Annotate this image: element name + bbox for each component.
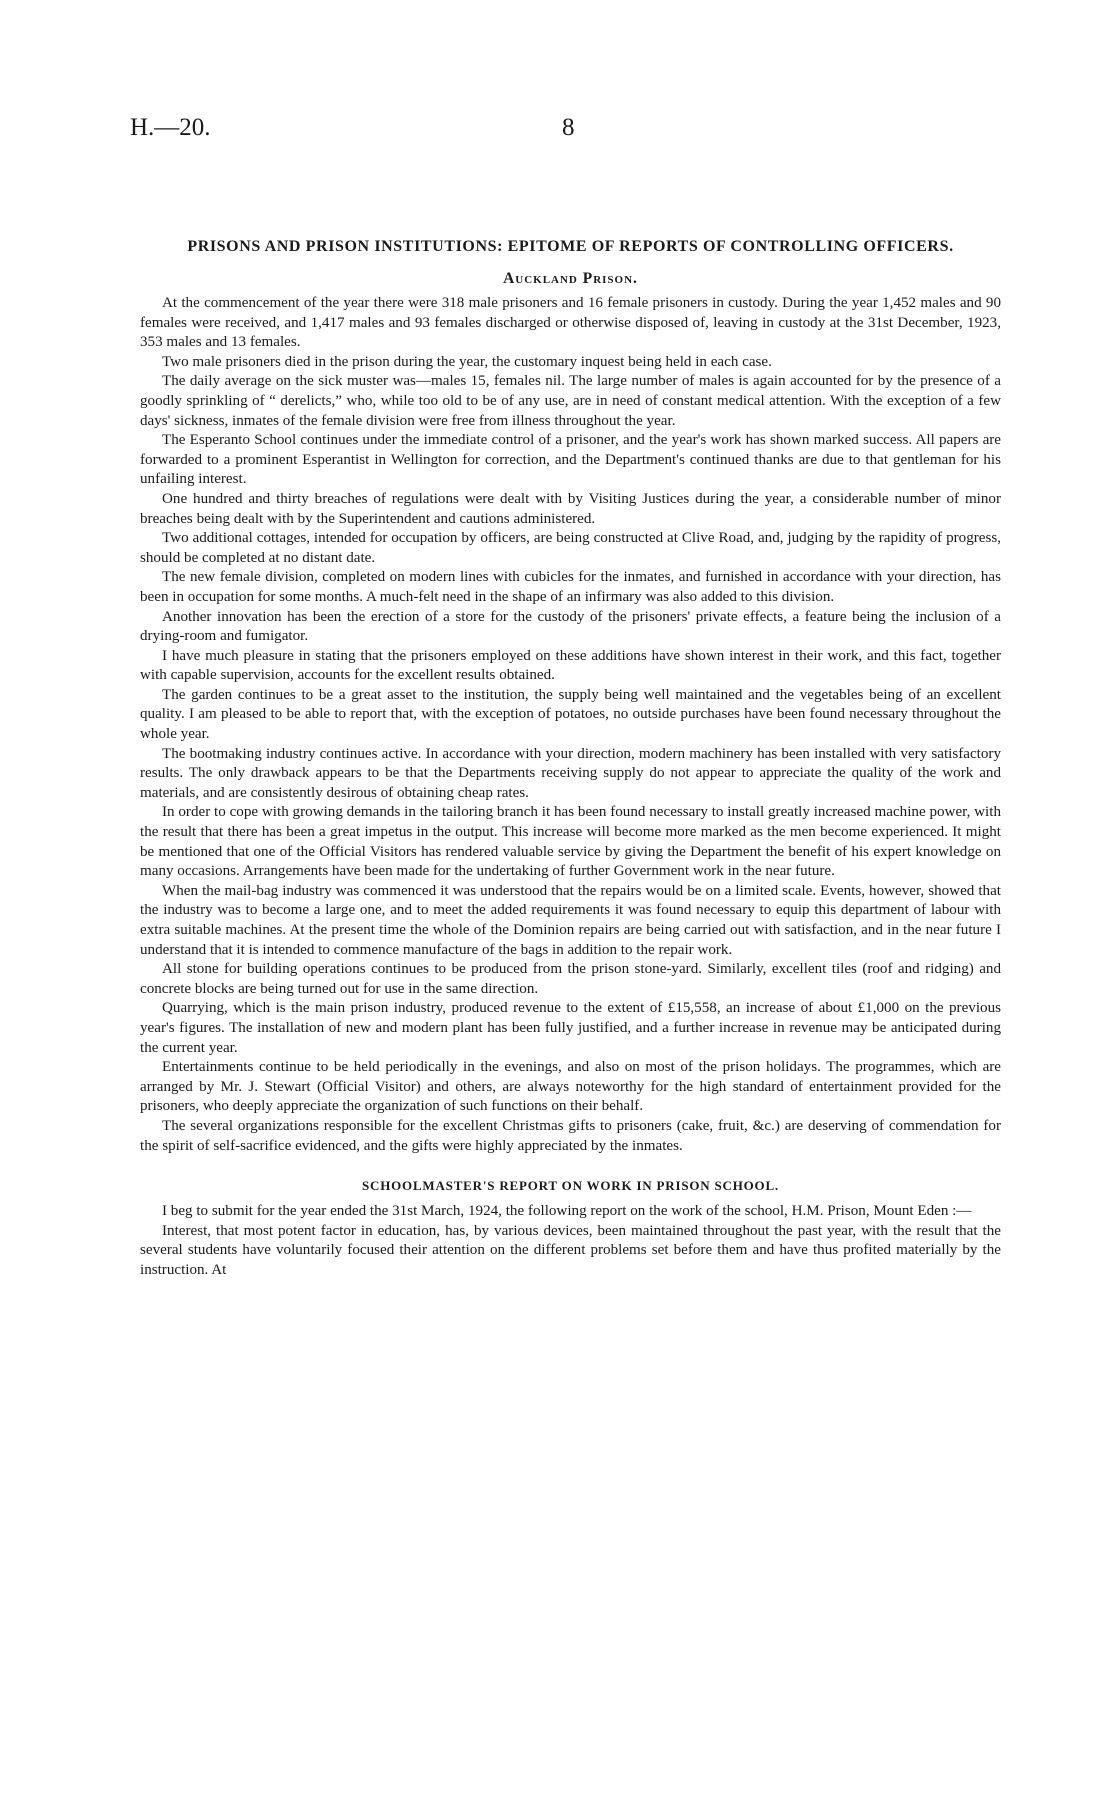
- paragraph: The Esperanto School continues under the immediate control of a prisoner, and the year's work has shown marked success. All papers are forwarded to a prominent Esperantist in Wellington for correction, and the Department's continued thanks are due to that gentleman for his unfailing interest.: [140, 432, 1001, 488]
- paragraph: The bootmaking industry continues active. In accordance with your direction, modern machinery has been installed with very satisfactory results. The only drawback appears to be that the Departments receiving supply do not appear to appreciate the quality of the work and materials, and are consistently desirous of obtaining cheap rates.: [140, 745, 1001, 801]
- paragraph: In order to cope with growing demands in the tailoring branch it has been found necessary to install greatly increased machine power, with the result that there has been a great impetus in the output. This increase will become more marked as the men become experienced. It might be mentioned that one of the Official Visitors has rendered valuable service by giving the Department the benefit of his expert knowledge on many occasions. Arrangements have been made for the undertaking of further Government work in the near future.: [140, 804, 1001, 880]
- paragraph: At the commencement of the year there were 318 male prisoners and 16 female prisoners in custody. During the year 1,452 males and 90 females were received, and 1,417 males and 93 females discharged or otherwise disposed of, leaving in custody at the 31st December, 1923, 353 males and 13 females.: [140, 295, 1001, 351]
- auckland-prison-report: [140, 294, 1001, 1156]
- schoolmaster-report-heading: SCHOOLMASTER'S REPORT ON WORK IN PRISON SCHOOL.: [362, 1178, 779, 1194]
- page-number: 8: [562, 114, 575, 141]
- paragraph: Interest, that most potent factor in education, has, by various devices, been maintained throughout the past year, with the result that the several students have voluntarily focused their attention on the different problems set before them and have thus profited materially by the instruction. At: [140, 1222, 1001, 1278]
- paragraph: The daily average on the sick muster was—males 15, females nil. The large number of males is again accounted for by the presence of a goodly sprinkling of “ derelicts,” who, while too old to be of any use, are in need of constant medical attention. With the exception of a few days' sickness, inmates of the female division were free from illness throughout the year.: [140, 373, 1001, 429]
- paragraph: The several organizations responsible for the excellent Christmas gifts to prisoners (cake, fruit, &c.) are deserving of commendation for the spirit of self-sacrifice evidenced, and the gifts were highly appreciated by the inmates.: [140, 1117, 1001, 1154]
- paragraph: Quarrying, which is the main prison industry, produced revenue to the extent of £15,558, an increase of about £1,000 on the previous year's figures. The installation of new and modern plant has been fully justified, and a further increase in revenue may be anticipated during the current year.: [140, 1000, 1001, 1056]
- paragraph: Entertainments continue to be held periodically in the evenings, and also on most of the prison holidays. The programmes, which are arranged by Mr. J. Stewart (Official Visitor) and others, are always noteworthy for the high standard of entertainment provided for the prisoners, who deeply appreciate the organization of such functions on their behalf.: [140, 1059, 1001, 1115]
- report-title: PRISONS AND PRISON INSTITUTIONS: EPITOME OF REPORTS OF CONTROLLING OFFICERS.: [187, 238, 954, 255]
- paragraph: I have much pleasure in stating that the prisoners employed on these additions have shown interest in their work, and this fact, together with capable supervision, accounts for the excellent results obtained.: [140, 647, 1001, 684]
- paragraph: I beg to submit for the year ended the 31st March, 1924, the following report on the work of the school, H.M. Prison, Mount Eden :—: [162, 1203, 972, 1220]
- paragraph: All stone for building operations continues to be produced from the prison stone-yard. Similarly, excellent tiles (roof and ridging) and concrete blocks are being turned out for use in the same direction.: [140, 961, 1001, 997]
- schoolmaster-report: [140, 1202, 1001, 1280]
- paragraph: The new female division, completed on modern lines with cubicles for the inmates, and furnished in accordance with your direction, has been in occupation for some months. A much-felt need in the shape of an infirmary was also added to this division.: [140, 569, 1001, 605]
- paragraph: One hundred and thirty breaches of regulations were dealt with by Visiting Justices during the year, a considerable number of minor breaches being dealt with by the Superintendent and cautions administered.: [140, 490, 1001, 527]
- section-heading: Auckland Prison.: [503, 270, 638, 287]
- paragraph: Two male prisoners died in the prison during the year, the customary inquest being held in each case.: [162, 353, 772, 370]
- document-reference: H.—20.: [130, 114, 211, 141]
- paragraph: Two additional cottages, intended for occupation by officers, are being constructed at Clive Road, and, judging by the rapidity of progress, should be completed at no distant date.: [140, 530, 1001, 566]
- page-content: [140, 236, 1001, 1281]
- page-header: [130, 114, 1000, 154]
- paragraph: When the mail-bag industry was commenced it was understood that the repairs would be on a limited scale. Events, however, showed that the industry was to become a large one, and to meet the added requirements it was found necessary to equip this department of labour with extra suitable machines. At the present time the whole of the Dominion repairs are being carried out with satisfaction, and in the near future I understand that it is intended to commence manufacture of the bags in addition to the repair work.: [140, 882, 1001, 958]
- paragraph: Another innovation has been the erection of a store for the custody of the prisoners' private effects, a feature being the inclusion of a drying-room and fumigator.: [140, 608, 1001, 645]
- paragraph: The garden continues to be a great asset to the institution, the supply being well maintained and the vegetables being of an excellent quality. I am pleased to be able to report that, with the exception of potatoes, no outside purchases have been found necessary throughout the whole year.: [140, 686, 1001, 743]
